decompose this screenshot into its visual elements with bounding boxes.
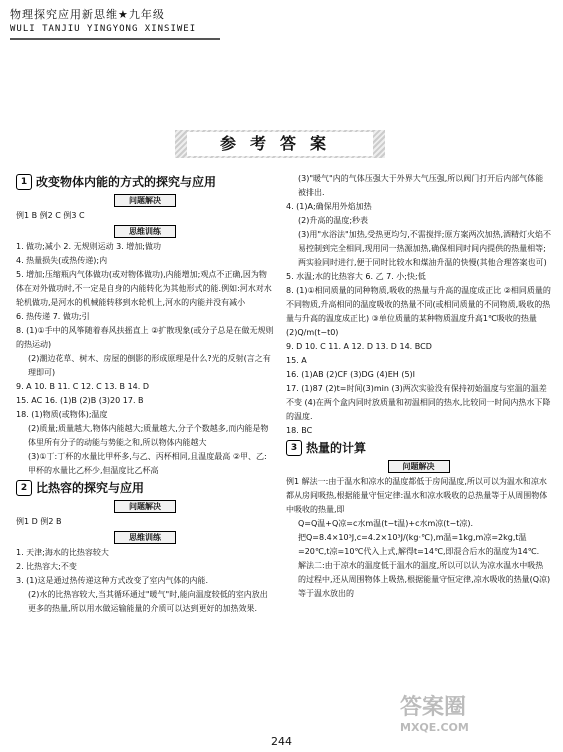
- answer-line: (2)潮边花草、树木、房屋的倒影的形成原理是什么?光的反射(言之有理即可): [28, 354, 271, 377]
- answer-line: 8. (1)①手中的风筝随着春风扶摇直上 ②扩散现象(或分子总是在做无规则的热运动): [16, 326, 274, 349]
- subheading-box: 问题解决: [114, 500, 176, 513]
- answer-line: 18. (1)物质(或物体);温度: [16, 410, 108, 419]
- answer-line: (2)升高的温度;秒表: [298, 216, 369, 225]
- section-number: 1: [16, 174, 32, 190]
- answer-line: 把Q=8.4×10³J,c=4.2×10³J/(kg·℃),m温=1kg,m凉=2kg,t温=20℃,t凉=10℃代入上式,解得t=14℃,即混合后水的温度为14℃.: [298, 533, 540, 556]
- answer-line: 3. (1)这是通过热传递这种方式改变了室内气体的内能.: [16, 576, 209, 585]
- answer-line: (3)"暖气"内的气体压强大于外界大气压强,所以阀门打开后内部气体能被排出.: [298, 174, 544, 197]
- answer-line: 解法二:由于凉水的温度低于温水的温度,所以可以认为凉水温水中吸热的过程中,还从周围物体上吸热,根据能量守恒定律,凉水吸收的热量(Q凉)等于温水放出的: [298, 561, 551, 598]
- answer-line: 9. A 10. B 11. C 12. C 13. B 14. D: [16, 382, 149, 391]
- watermark-text: 答案圈: [400, 695, 467, 720]
- section-2-heading: [16, 480, 274, 496]
- watermark-logo: [400, 690, 550, 745]
- answer-line: 17. (1)87 (2)t=时间(3)min (3)两次实验没有保持初始温度与室温的温差不变 (4)在两个盒内同时放质量和初温相同的热水,比较同一时间内热水下降的温度.: [286, 384, 551, 421]
- page-number: 244: [271, 735, 292, 748]
- watermark-url: MXQE.COM: [400, 721, 469, 734]
- answer-line: 例1 D 例2 B: [16, 517, 62, 526]
- answer-line: 2. 比热容大;不变: [16, 562, 77, 571]
- formula-line: Q=Q温+Q凉=c水m温(t−t温)+c水m凉(t−t凉).: [298, 519, 474, 528]
- section-title: 比热容的探究与应用: [36, 481, 145, 495]
- subheading-box: 问题解决: [388, 460, 450, 473]
- section-1-heading: [16, 174, 274, 190]
- answer-line: 例1 B 例2 C 例3 C: [16, 211, 85, 220]
- answer-line: 15. A: [286, 356, 307, 365]
- banner-title: 参考答案: [187, 132, 373, 156]
- answer-line: 9. D 10. C 11. A 12. D 13. D 14. BCD: [286, 342, 432, 351]
- answer-line: (3)①丁:丁杯的水量比甲杯多,与乙、丙杯相同,且温度最高 ②甲、乙:甲杯的水量比乙杯少,但温度比乙杯高: [28, 452, 267, 475]
- section-3-heading: [286, 440, 551, 456]
- answer-line: (3)用"水浴法"加热,受热更均匀,不需搅拌;原方案两次加热,酒精灯火焰不易控制到完全相同,现用同一热源加热,确保相同时间内提供的热量相等;两实验同时进行,便于同时比较水和煤油升温的快慢(其他合理答案也可): [298, 230, 552, 267]
- answer-line: 8. (1)①相同质量的同种物质,吸收的热量与升高的温度成正比 ②相同质量的不同物质,升高相同的温度吸收的热量不同(或相同质量的不同物质,吸收的热量与升高的温度成正比) ③单位质量的某种物质温度升高1℃吸收的热量 (2)Q/m(t−t0): [286, 286, 551, 337]
- subheading-box: 问题解决: [114, 194, 176, 207]
- header-cn-title: 物理探究应用新思维★九年级: [10, 8, 165, 21]
- answer-line: 1. 做功;减小 2. 无规则运动 3. 增加;做功: [16, 242, 162, 251]
- answer-banner: [175, 130, 385, 158]
- section-title: 改变物体内能的方式的探究与应用: [36, 175, 217, 189]
- header-en-title: WULI TANJIU YINGYONG XINSIWEI: [10, 24, 197, 34]
- left-column: [16, 172, 274, 616]
- answer-line: 4. 热量损失(或热传递);内: [16, 256, 108, 265]
- subheading-box: 思维训练: [114, 531, 176, 544]
- answer-line: (2)质量;质量越大,物体内能越大;质量越大,分子个数越多,而内能是物体里所有分子的动能与势能之和,所以物体内能越大: [28, 424, 269, 447]
- page-header: [10, 6, 555, 56]
- answer-line: 4. (1)A;确保用外焰加热: [286, 202, 372, 211]
- answer-line: 5. 增加;压缩瓶内气体做功(或对物体做功),内能增加;观点不正确,因为物体在对外做功时,不一定是自身的内能转化为其他形式的能.例如:河水对水轮机做功,是河水的机械能转移到水轮机上,河水的内能并没有减小: [16, 270, 272, 307]
- answer-line: 5. 水温;水的比热容大 6. 乙 7. 小;快;低: [286, 272, 426, 281]
- right-column: [286, 172, 551, 601]
- answer-line: 1. 天津;海水的比热容较大: [16, 548, 109, 557]
- answer-line: 例1 解法一:由于温水和凉水的温度都低于房间温度,所以可以为温水和凉水都从房间吸热,根据能量守恒定律:温水和凉水吸收的总热量等于从周围物体中吸收的热量,即: [286, 477, 548, 514]
- section-title: 热量的计算: [306, 441, 367, 455]
- answer-line: 16. (1)AB (2)CF (3)DG (4)EH (5)I: [286, 370, 416, 379]
- subheading-box: 思维训练: [114, 225, 176, 238]
- header-rule: [10, 38, 220, 40]
- section-number: 2: [16, 480, 32, 496]
- answer-line: (2)水的比热容较大,当其循环通过"暖气"时,能向温度较低的室内放出更多的热量,所以用水做运输能量的介质可以达到更好的加热效果.: [28, 590, 268, 613]
- section-number: 3: [286, 440, 302, 456]
- answer-line: 18. BC: [286, 426, 313, 435]
- answer-line: 6. 热传递 7. 做功;引: [16, 312, 90, 321]
- answer-line: 15. AC 16. (1)B (2)B (3)20 17. B: [16, 396, 144, 405]
